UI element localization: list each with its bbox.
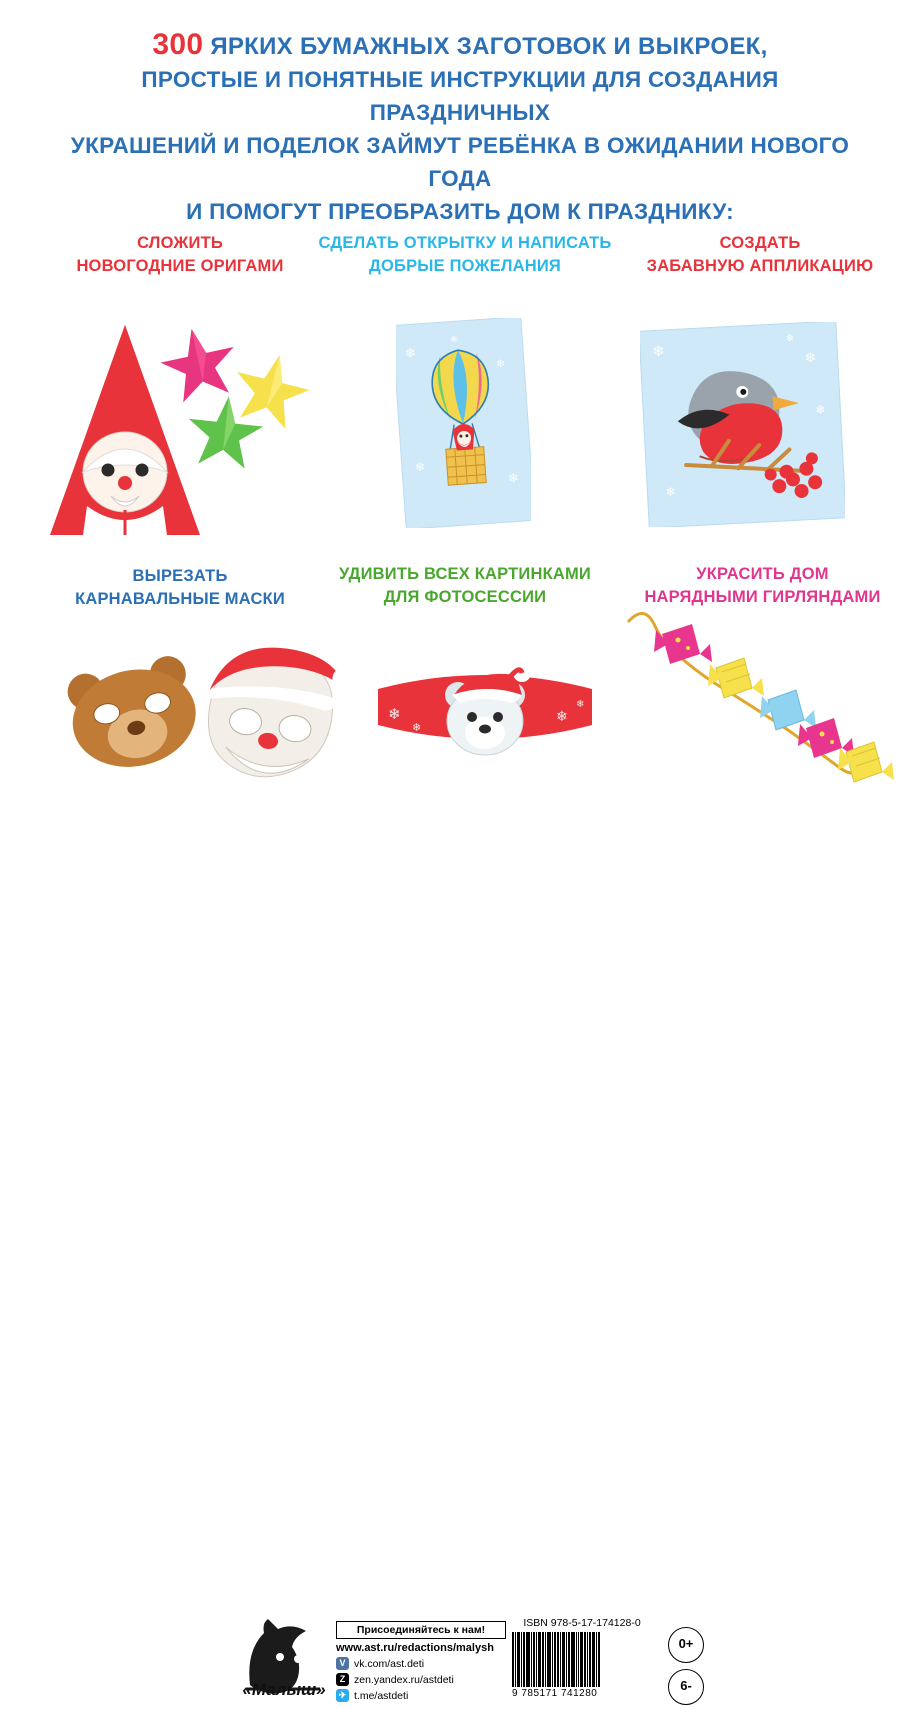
- caption-photo-line1: УДИВИТЬ ВСЕХ КАРТИНКАМИ: [339, 565, 591, 583]
- caption-origami: [40, 232, 320, 278]
- headline-line-2: ПРОСТЫЕ И ПОНЯТНЫЕ ИНСТРУКЦИИ ДЛЯ СОЗДАНИЯ ПРАЗДНИЧНЫХ: [141, 67, 779, 125]
- footer: [0, 805, 921, 1702]
- bird-applique-illustration: [640, 322, 845, 527]
- caption-masks-line1: ВЫРЕЗАТЬ: [132, 567, 228, 585]
- origami-stars-illustration: [160, 325, 340, 490]
- publisher-logo-label: «Малыш»: [242, 1680, 326, 1699]
- vk-icon: V: [336, 1657, 349, 1670]
- isbn-text: ISBN 978-5-17-174128-0: [523, 1617, 641, 1629]
- social-link-zen[interactable]: [336, 1673, 506, 1686]
- age-rating-badge-6: 6-: [668, 1669, 704, 1705]
- carnival-masks-illustration: [60, 645, 350, 800]
- zen-icon: Z: [336, 1673, 349, 1686]
- svg-text:❄: ❄: [804, 349, 817, 366]
- caption-masks: [35, 565, 325, 611]
- garland-illustration: [610, 600, 900, 800]
- svg-text:❄: ❄: [412, 722, 422, 734]
- star-green-icon: [182, 389, 268, 475]
- caption-card-line2: ДОБРЫЕ ПОЖЕЛАНИЯ: [369, 257, 561, 275]
- svg-text:❄: ❄: [556, 708, 568, 724]
- svg-text:❄: ❄: [449, 334, 459, 345]
- svg-text:❄: ❄: [651, 342, 666, 361]
- photo-prop-headband-illustration: [370, 655, 600, 775]
- headline-line-1: [60, 28, 860, 63]
- caption-card-line1: СДЕЛАТЬ ОТКРЫТКУ И НАПИСАТЬ: [318, 234, 612, 252]
- join-us-block: [336, 1621, 506, 1702]
- caption-garland-line2: НАРЯДНЫМИ ГИРЛЯНДАМИ: [644, 588, 881, 606]
- caption-applique: [620, 232, 900, 278]
- isbn-block: [512, 1617, 652, 1699]
- headline-line-3: УКРАШЕНИЙ И ПОДЕЛОК ЗАЙМУТ РЕБЁНКА В ОЖИДАНИИ НОВОГО ГОДА: [70, 133, 850, 191]
- caption-garland-line1: УКРАСИТЬ ДОМ: [696, 565, 829, 583]
- svg-text:❄: ❄: [507, 470, 520, 486]
- social-link-zen-label: zen.yandex.ru/astdeti: [354, 1673, 454, 1686]
- caption-applique-line2: ЗАБАВНУЮ АППЛИКАЦИЮ: [646, 257, 874, 275]
- caption-masks-line2: КАРНАВАЛЬНЫЕ МАСКИ: [75, 590, 285, 608]
- caption-applique-line1: СОЗДАТЬ: [719, 234, 801, 252]
- caption-card: [300, 232, 630, 278]
- telegram-icon: ✈: [336, 1689, 349, 1702]
- age-rating-badge-0: 0+: [668, 1627, 704, 1663]
- social-link-vk[interactable]: [336, 1657, 506, 1670]
- social-link-telegram-label: t.me/astdeti: [354, 1689, 409, 1702]
- svg-text:❄: ❄: [414, 459, 426, 475]
- headline-block: [60, 28, 860, 228]
- caption-photo-line2: ДЛЯ ФОТОСЕССИИ: [383, 588, 547, 606]
- svg-text:❄: ❄: [785, 333, 795, 345]
- headline-line-4: И ПОМОГУТ ПРЕОБРАЗИТЬ ДОМ К ПРАЗДНИКУ:: [186, 199, 734, 224]
- social-link-telegram[interactable]: [336, 1689, 506, 1702]
- caption-photo: [300, 563, 630, 609]
- svg-text:❄: ❄: [815, 402, 826, 418]
- svg-text:❄: ❄: [665, 484, 676, 500]
- headline-line-1-rest: ЯРКИХ БУМАЖНЫХ ЗАГОТОВОК И ВЫКРОЕК,: [210, 33, 768, 60]
- svg-text:❄: ❄: [495, 357, 506, 371]
- headline-number: 300: [152, 28, 204, 61]
- svg-text:❄: ❄: [576, 699, 585, 710]
- join-us-title: Присоединяйтесь к нам!: [336, 1621, 506, 1639]
- publisher-site-url[interactable]: www.ast.ru/redactions/malysh: [336, 1642, 494, 1654]
- social-link-vk-label: vk.com/ast.deti: [354, 1657, 425, 1670]
- barcode-icon: [512, 1632, 652, 1687]
- caption-origami-line1: СЛОЖИТЬ: [137, 234, 223, 252]
- svg-text:❄: ❄: [388, 706, 401, 723]
- caption-origami-line2: НОВОГОДНИЕ ОРИГАМИ: [76, 257, 284, 275]
- svg-text:❄: ❄: [404, 345, 417, 361]
- greeting-card-illustration: [396, 318, 531, 528]
- barcode-digits: 9 785171 741280: [512, 1688, 598, 1699]
